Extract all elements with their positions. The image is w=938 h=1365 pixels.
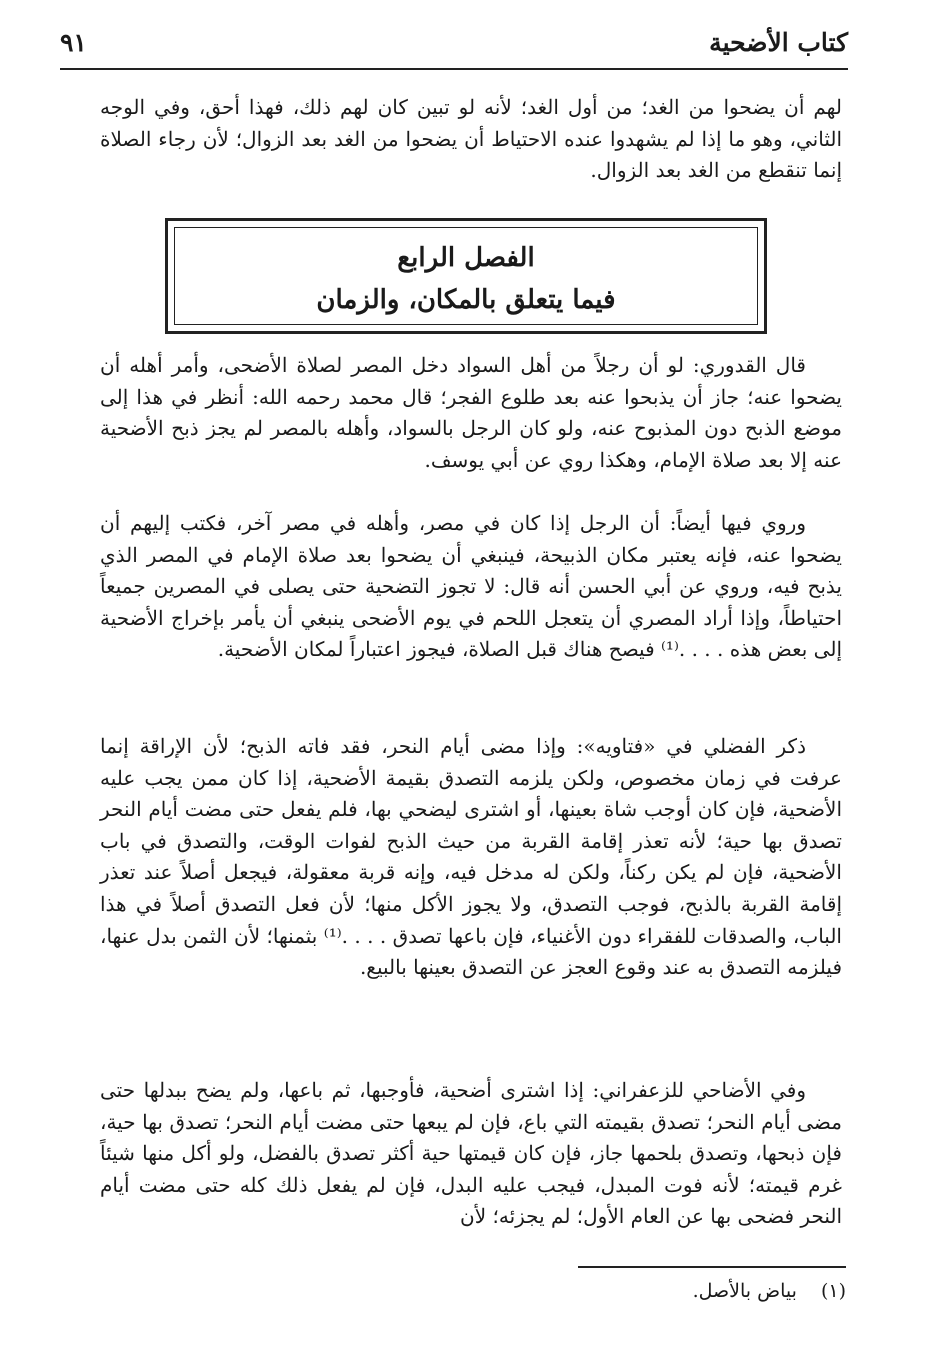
chapter-title: الفصل الرابع [397,243,535,273]
footnote-text: بياض بالأصل. [692,1280,797,1302]
body-paragraph-riwaya: وروي فيها أيضاً: أن الرجل إذا كان في مصر، وأهله في مصر آخر، فكتب إليهم أن يضحوا عنه، فإنه يعتبر مكان الذبيحة، فينبغي أن يضحوا بعد صلاة الإمام في المصر الذي يذبح فيه، وروي عن أبي الحسن أنه قال: لا تجوز التضحية حتى يصلى في المصرين جميعاً احتياطاً، وإذا أراد المصري أن يتعجل اللحم في يوم الأضحى ينبغي أن يأمر بإخراج الأضحية إلى بعض هذه . . . .⁽¹⁾ فيصح هناك قبل الصلاة، فيجوز اعتباراً لمكان الأضحية. [100,511,842,662]
page-header [60,24,848,70]
body-paragraph-zaafarani: وفي الأضاحي للزعفراني: إذا اشترى أضحية، فأوجبها، ثم باعها، ولم يضح ببدلها حتى مضى أيام النحر؛ تصدق بقيمته التي باع، فإن لم يبعها حتى مضت أيام النحر؛ تصدق بها حية، فإن ذبحها، وتصدق بلحمها جاز، فإن كان قيمتها حية أكثر تصدق بالفضل، ولو أكل منها شيئاً غرم قيمته؛ لأنه فوت المبدل، فيجب عليه البدل، فإن لم يفعل ذلك كله حتى مضت أيام النحر فضحى بها عن العام الأول؛ لم يجزئه؛ لأن [100,1078,842,1229]
footnote [693,1280,846,1302]
chapter-subtitle: فيما يتعلق بالمكان، والزمان [316,285,616,315]
page-number: ٩١ [60,28,87,57]
chapter-heading-frame [165,218,767,334]
book-title: كتاب الأضحية [709,28,848,57]
intro-paragraph: لهم أن يضحوا من الغد؛ من أول الغد؛ لأنه لو تبين كان لهم ذلك، فهذا أحق، وفي الوجه الثاني، وهو ما إذا لم يشهدوا عنده الاحتياط أن يضحوا من الغد بعد الزوال؛ لأن رجاء الصلاة إنما تنقطع من الغد بعد الزوال. [100,95,842,183]
footnote-number: (١) [820,1280,846,1302]
footnote-separator [578,1266,846,1268]
body-paragraph-fadli: ذكر الفضلي في «فتاويه»: وإذا مضى أيام النحر، فقد فاته الذبح؛ لأن الإراقة إنما عرفت في زمان مخصوص، ولكن يلزمه التصدق بقيمة الأضحية، إذا كان ممن يجب عليه الأضحية، فإن كان أوجب شاة بعينها، أو اشترى ليضحي بها، فلم يفعل حتى مضت أيام النحر تصدق بها حية؛ لأنه تعذر إقامة القربة من حيث الذبح لفوات الوقت، والتصدق في باب الأضحية، فإن لم يكن ركناً، ولكن له مدخل فيه، وإنه قربة معقولة، فيجعل أصلاً عند تعذر إقامة القربة بالذبح، فوجب التصدق، ولا يجوز الأكل منها؛ لأن فعل التصدق أصلاً في هذا الباب، والصدقات للفقراء دون الأغنياء، فإن باعها تصدق . . . .⁽¹⁾ بثمنها؛ لأن الثمن بدل عنها، فيلزمه التصدق به عند وقوع العجز عن التصدق بعينها بالبيع. [100,734,842,980]
body-paragraph-qudduri: قال القدوري: لو أن رجلاً من أهل السواد دخل المصر لصلاة الأضحى، وأمر أهله أن يضحوا عنه؛ جاز أن يذبحوا عنه بعد طلوع الفجر؛ قال محمد رحمه الله: أنظر في هذا إلى موضع الذبح دون المذبوح عنه، ولو كان الرجل بالسواد، وأهله بالمصر لم يجز ذبح الأضحية عنه إلا بعد صلاة الإمام، وهكذا روي عن أبي يوسف. [100,353,843,472]
